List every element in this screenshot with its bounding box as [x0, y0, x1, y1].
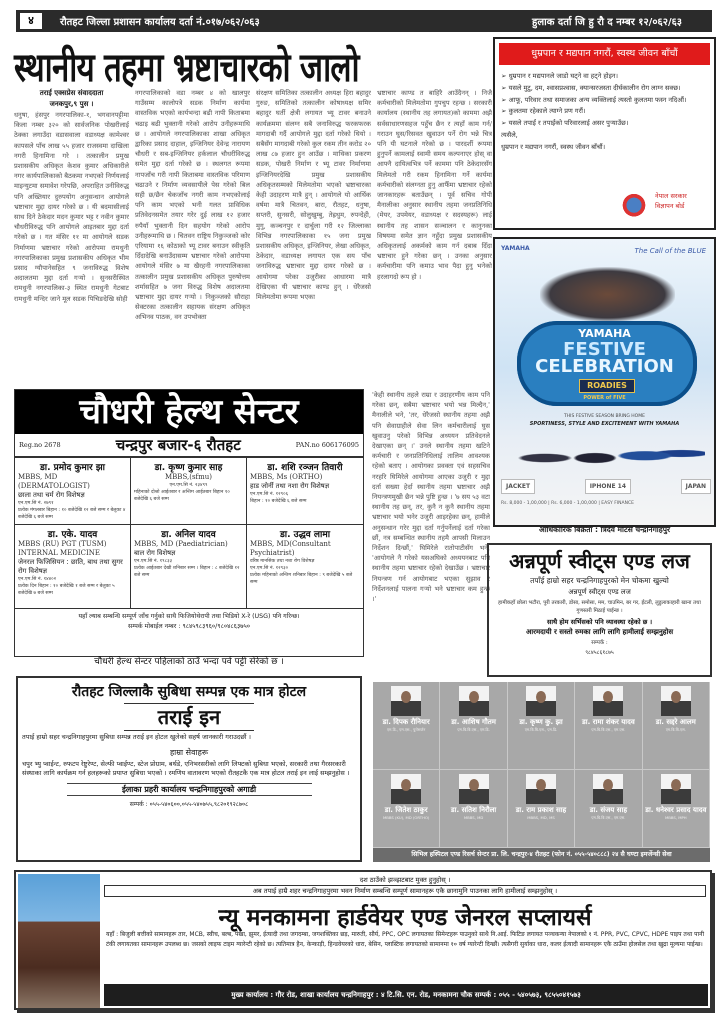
doctor-name: डा. संजय साह [589, 806, 628, 814]
doctor-schedule: प्रत्येक महिनाको अन्तिम शनिबार बिहान : ९ बजेदेखि ५ बजे सम्म [250, 573, 353, 585]
doctor-name: डा. जितेश ठाकुर [384, 806, 428, 814]
power-of-five: POWER of FIVE [583, 395, 626, 401]
doctor-name: डा. सद्दरे आलम [655, 718, 696, 726]
doctor-name: डा. कृष्ण कुमार साह [154, 463, 223, 473]
hotel-ad [16, 676, 362, 862]
byline-source: तराई एक्सप्रेस संवाददाता [39, 89, 104, 97]
doctor-qualification: एम.बि.बि.एस., एम.एस. [591, 815, 626, 820]
reg-number: Reg.no 2678 [19, 441, 61, 449]
psa-point: ➢ यसले तपाईं र तपाईंको परिवारलाई असर पुर्‍याउँछ। [501, 118, 708, 130]
emi-offers: Rs. 8,000 - 1,00,000 | Rs. 6,000 - 1,00,000 | EASY FINANCE [501, 501, 634, 506]
doctor-schedule: बिहान : १० बजेदेखि ६ बजे सम्म [250, 499, 307, 504]
hospital-doctor-card [373, 682, 440, 770]
hospital-doctor-card [440, 682, 507, 770]
doctor-card [247, 458, 363, 525]
doctor-nmc: एन.एम.सि नं. २७९१ [18, 501, 54, 506]
article-headline: स्थानीय तहमा भ्रष्टाचारको जालो [14, 45, 359, 91]
article-text: नगरपालिकाको वडा नम्बर ४ को खालपुर गाउँसम्म कालोपत्रे सडक निर्माण कार्यमा वास्तविक भएको कार्यभन्दा बढी नापी किताबमा चढाइ बढी भुक्तानी गरेको आरोप उनीहरूमाथि छ । आयोगले नगरपालिकाका शाखा अधिकृत द्वारिका प्रसाद दाहाल, इन्जिनियर देवेन्द्र नारायण चौधरी र सब-इन्जिनियर हर्कलाल चौधरीविरुद्ध समेत मुद्दा दर्ता गरेको छ । स्थलगत रूपमा नापजाँच गरी नापी किताबमा वास्तविक परिमाण चढाउने र निर्माण व्यवसायीले पेस गरेको बिल सही छ/छैन चेकजाँच नगरी काम नभएकोलाई पनि काम भएको भनी गलत प्राविधिक प्रतिवेदनसमेत तयार गरेर दुई लाख १२ हजार रुपैयाँ भुक्तानी दिन सहयोग गरेको आरोप उनीहरूमाथि छ । चितवन राष्ट्रिय निकुञ्जको कोर एरियामा १६ कोठाको भ्यू टावर बनाउन स्वीकृति दिँदादेखि बनाउँदासम्म भ्रष्टाचार गरेको आरोपमा आयोगले मंसिर ७ मा खैरहनी नगरपालिकाका तत्कालीन प्रमुख प्रशासकीय अधिकृत पुरुषोत्तम शर्मासहित ७ जना विरुद्ध विशेष अदालतमा भ्रष्टाचार मुद्दा दायर गर्‍यो । निकुञ्जको सौराहा सेक्टरका तत्कालीन सहायक संरक्षण अधिकृत अभिनव पाठक, वन उपभोक्ता [135, 89, 250, 322]
doctor-photo [391, 686, 421, 716]
health-center-info [15, 434, 363, 458]
page-header-bar [16, 10, 712, 32]
services-title: हाम्रा सेवाहरू [169, 747, 209, 757]
yamaha-title: YAMAHA [578, 327, 631, 340]
emi-item: EASY FINANCE [601, 501, 634, 506]
lodge-line: तपाँई हाम्रो सहर चन्द्रनिगाहपुरको मेन चोकमा खुल्यो [530, 576, 669, 585]
festive-title: FESTIVE [563, 339, 646, 360]
hotel-services: चपुर भ्यु प्वाईन्ट, रुफटप रेष्टुरेण्ट, सेल्फी प्वाईण्ट, स्टेज प्रोग्राम, बर्थडे, एनिभरसरीको लागि लिफ्टको सुबिधा भएको, सरकारी तथा गैरसरकारी संस्थाका लागि कार्यक्रम गर्न हलहरूको प्रयाप्त सुबिधा भएको । रमणिय वातावरण भएको रौतहटकै एक मात्र होटल तराई इन लाई सम्झनुहोस । [22, 759, 350, 777]
doctor-qualification: एम.बि.बि.एस. [665, 727, 686, 732]
hardware-ad [14, 870, 712, 1010]
health-center-address: चन्द्रपुर बजार-६ रौतहट [115, 436, 241, 454]
hotel-headline: रौतहट जिल्लाकै सुबिधा सम्पन्न एक मात्र होटल [71, 684, 307, 700]
doctor-photo [526, 686, 556, 716]
doctor-photo [661, 686, 691, 716]
hospital-doctor-card [508, 682, 575, 770]
hospital-doctor-card [575, 682, 642, 770]
doctor-card [247, 525, 363, 609]
org-line: विज्ञापन बोर्ड [655, 202, 685, 210]
psa-smoking-ad [493, 37, 716, 230]
hospital-ad [373, 682, 710, 862]
health-center-name: चौधरी हेल्थ सेन्टर [15, 390, 363, 434]
article-text: धनुषा, हंसपुर नगरपालिका-१, भगवानपट्टीमा किला नम्बर ३२० को सार्वजनिक पोखरीलाई ठेक्का लगाउँदा वडासवाला वडाध्यक्ष कामेश्वर कापसले पाँच लाख ५५ हजार राजस्वमा दाखिला नगरी हिनामिना गरे । तत्कालीन प्रमुख प्रशासकीय अधिकृत केशव कुमार अधिकारीले नगर कार्यपालिकाको बैठकमा नभएको निर्णयलाई माइन्युटमा समावेश गरेपछि, अपराहित उनीविरुद्ध पनि अख्तियार दुरुपयोग अनुसन्धान आयोगले भ्रष्टाचार मुद्दा दायर गरेको छ । यी बदमासीलाई साथ दिने ठेकेदार मदन कुमार भट्ट र नवीन कुमार चौधरीविरुद्ध पनि आयोगले आइतबार मुद्दा दर्ता गरेको छ । गत मंसिर ११ मा आयोगले सडक निर्माणमा भ्रष्टाचार गरेको आरोपमा रामधुनी नगरपालिकाका प्रमुख प्रशासकीय अधिकृत भीम प्रसाद ग्यौपानेसहित ९ जनाविरुद्ध विशेष अदालतमा मुद्दा दर्ता गर्‍यो । सुनसरीस्थित रामधुनी नगरपालिका-३ स्थित रामधुनी गेटबाट रामधुनी मन्दिर जाने मूल सडक पिचिङदेखि सोही [14, 111, 129, 303]
hospital-doctor-card [373, 770, 440, 848]
doctor-qualification: MBBS, MD, MS [527, 815, 555, 820]
doctor-nmc: एन.एम.सि नं. १४४०२ [18, 577, 57, 582]
gift-offers [501, 479, 711, 494]
article-column [377, 88, 492, 383]
lodge-contact: ९८४५८६१८७५ [585, 650, 614, 656]
lodge-name: अन्नपूर्ण स्वीट्स एण्ड लज [509, 549, 690, 573]
emi-item: Rs. 6,000 - 1,00,000 [551, 501, 597, 506]
relocation-notice: चौधरी हेल्थ सेन्टर पहिलाको ठाउँ भन्दा पर्व पट्टी सेरेको छ । [94, 657, 284, 667]
org-line: नेपाल सरकार [655, 192, 687, 200]
lodge-rooms: आरमदायी र सस्तो रुमका लागि लागि हामीलाई सम्झनुहोस [525, 628, 674, 636]
hotel-intro: तपाई हाम्रो सहर चन्द्रनिगाहपुरमा सुबिधा सम्पन्न तराई इन होटल खुलेको सहर्ष जानकारी गराउदछौं । [22, 733, 251, 741]
celebration-title: CELEBRATION [535, 356, 674, 377]
doctor-nmc: एन.एम.सि नं. १२९३० [250, 566, 289, 571]
yamaha-ad [493, 237, 716, 527]
registration-number: रौतहट जिल्ला प्रशासन कार्यालय दर्ता नं.०१७/०६२/०६३ [60, 17, 260, 28]
doctor-degree: MBBS,(sfmu) [164, 473, 213, 481]
doctor-name: डा. आशिष गौतम [451, 718, 496, 726]
doctor-photo [459, 774, 489, 804]
doctor-schedule: प्रत्येक दिन बिहान : १० बजेदेखि १ बजे सम्म र बेलुका ५ बजेदेखि ७ बजे सम्म [18, 584, 115, 596]
byline-place: जनकपुर,९ पुस । [49, 100, 94, 108]
doctor-card [15, 458, 131, 525]
yamaha-logo: YAMAHA [501, 245, 530, 252]
article-body [14, 88, 492, 383]
health-contact: सम्पर्क मोबाईल नम्बर : ९८४५९८३९६०/९८०४८६३७५० [127, 623, 251, 630]
doctor-qualification: एम.बि.बि.एस., एम.एस. [591, 727, 626, 732]
doctor-nmc: एन.एम.सि नं. २३४९९ [169, 483, 208, 488]
hardware-name: न्यू मनकामना हार्डवेयर एण्ड जेनरल सप्लायर्स [218, 905, 592, 931]
lodge-menu: हामीकहाँ छोला भटौरा, पुरी तरकारी, डोसा, समोसा, मम, चाउमिन, बर गर, ईटली, लुडुलाकाहारी खाना तथा गुणस्तरी मिठाई पाईन्छ । [498, 600, 701, 614]
hardware-tagline: दश ठाउँको झञ्झटबाट मुक्त हुनुहोस् । [359, 876, 451, 884]
psa-point: ➢ यसले मुटु, दम, श्वासप्रश्वास, क्यान्सरजस्ता दीर्घकालीन रोग लाग्न सक्छ। [501, 83, 708, 95]
hospital-doctor-card [643, 770, 710, 848]
doctor-degree: MBBS, MD (DERMATOLOGIST) [18, 473, 90, 490]
doctor-name: डा. सतिश निरौला [450, 806, 497, 814]
health-services-note: यहाँ ल्याब सम्बन्धि सम्पूर्ण जाँच गर्नुको साथै फिजियोथेरापी तथा भिडियो X-रे (USG) पनि गरिन्छ। [78, 613, 300, 620]
doctor-qualification: MBBS, MD [463, 815, 484, 820]
yamaha-tagline: The Call of the BLUE [634, 247, 706, 255]
promo-line: SPORTINESS, STYLE AND EXCITEMENT WITH YAMAHA [529, 421, 680, 427]
doctor-name: डा. उद्धव लामा [279, 530, 331, 540]
doctor-nmc: एन.एम.सि नं. १२९०६ [250, 492, 289, 497]
doctor-photo [661, 774, 691, 804]
hotel-name: तराई इन [124, 703, 254, 731]
doctor-name: डा. अनिल यादव [161, 530, 216, 540]
doctor-specialty: बाल रोग विशेषज्ञ [134, 549, 176, 557]
doctor-schedule: प्रत्येक मंगलबार बिहान : १० बजेदेखि १२ बजे सम्म र बेलुका ४ बजेदेखि ६ बजे सम्म [18, 508, 126, 520]
doctor-name: डा. धनेश्वर प्रसाद यादव [645, 806, 707, 814]
doctor-name: डा. एके. यादव [47, 530, 98, 540]
hardware-footer: मुख्य कार्यालय : गौर रोड, शाखा कार्यालय चन्द्रनिगाहपुर : ४ टि.सि. एन. रोड, मनकामना चौक सम्पर्क : ०५५ - ५४०५७३, ९८५५०४१५७३ [104, 984, 708, 1006]
hardware-body: यहाँ : बिजुली बत्तीको सामानहरू तार, MCB, स्वीच, बल्ब, पंखा, झुमर, ईत्यादी तथा जगदम्बा, जगशक्तिका छड़, मारुती, सौर्य, PPC, OPC लगायतका सिमेन्टहरू पाउनुको साथै नि.आई. फिटिङ लगायत पञ्चकन्या नेपालको १ नं. PPR, PVC, CPVC, HDPE पाइप तथा पानी टंकी लगायतका सामानहरू उपलब्ध छ। जसको लाइफ टाइम ग्यारेन्टी रहेको छ। त्यतिमात्र हैन, केन्काड़ी, हिन्डवेयरको धारा, बेसिन, प्लास्टिक लगायतको सामानमा १० वर्ष ग्यारेन्टी दिन्छौं। त्यसैगरी सुर्याका धारा, कलर ईत्यादी सामानहरू एकै ठाउँमा होलसेल तथा खुद्रा मूल्यमा पाईन्छ। [106, 931, 704, 948]
postal-registration: हुलाक दर्ता जि हु रौ द नम्बर १२/०६२/६३ [532, 17, 682, 28]
offer-item: IPHONE 14 [585, 479, 631, 494]
doctor-degree: MBBS, MD (Paediatrician) [134, 540, 228, 548]
doctor-degree: MBBS, MD(Consultant Psychiatrist) [250, 540, 331, 557]
offer-item: JACKET [501, 479, 535, 494]
psa-title: धुम्रपान र मद्यपान नगरौं, स्वस्थ जीवन बाँचौं [499, 43, 710, 65]
hardware-tagline-2: अब तपाई हाम्रै शहर चन्द्रनिगाहपुरमा भवन निर्माण सम्बन्धि सम्पूर्ण सामानहरू एकै छानामुनि पाउनका लागि हामीलाई सम्झनुहोस् । [104, 885, 706, 897]
emi-item: Rs. 8,000 - 1,00,000 [501, 501, 547, 506]
hotel-address: ईलाका प्रहरी कार्यालय चन्द्रनिगाहपुरको अगाडी [67, 783, 312, 796]
doctor-photo [593, 774, 623, 804]
doctor-photo [391, 774, 421, 804]
psa-closing: त्यसैले, [501, 130, 518, 139]
doctor-qualification: एम.बि.बि.एस., एम.डि. [524, 727, 558, 732]
doctor-name: डा. राम प्रकाश साह [515, 806, 567, 814]
promo-line: THIS FESTIVE SEASON BRING HOME [564, 414, 645, 419]
doctor-name: डा. प्रमोद कुमार झा [39, 463, 106, 473]
temple-photo [18, 874, 100, 1008]
hospital-doctor-card [508, 770, 575, 848]
celebrities-image [540, 267, 675, 322]
lodge-home-service: साथै होम सर्भिसको पनि व्यावस्था रहेको छ । [546, 618, 653, 626]
hotel-contact: सम्पर्क : ०५५-५४०६००,०५५-५४०७५५,९८२०१९२८७०८ [129, 800, 249, 808]
doctor-name: डा. रामा शंकर यादव [582, 718, 635, 726]
doctor-photo [459, 686, 489, 716]
lodge-line: अन्नपूर्ण स्वीट्स एण्ड लज [568, 588, 631, 596]
psa-points [495, 65, 714, 130]
lodge-ad [487, 543, 712, 677]
doctor-grid [15, 458, 363, 609]
article-text: संरक्षण समितिका तत्कालीन अध्यक्ष हिरा बहादुर गुरुङ, समितिको तत्कालीन कोषाध्यक्ष समिर बहादुर घर्ती क्षेत्री लगायत भ्यू टावर बनाउने कार्यक्रममा संलग्न सबै जनाविरुद्ध फरकफरक मागदाबी गर्दै आयोगले मुद्दा दर्ता गरेको थियो । सबैसँग मागदाबी गरेको कुल रकम तीन करोड २० लाख ८७ हजार हुन आउँछ । माथिका प्रकरण सडक, पोखरी निर्माण र भ्यू टावर निर्माणमा इन्जिनियरदेखि प्रमुख प्रशासकीय अधिकृतसम्मको मिलेमतोमा भएको भ्रष्टाचारका केही उदाहरण मात्रै हुन् । आयोगले यो आर्थिक वर्षमा मात्रै चितवन, बारा, रौतहट, धनुषा, सप्तरी, सुनसरी, सोलुखुम्बु, तेह्रथुम, रुपन्देही, मुगु, कञ्चनपुर र दार्चुला गरी १२ जिल्लाका विभिन्न नगरपालिकाका १५ जना प्रमुख प्रशासकीय अधिकृत, इन्जिनियर, लेखा अधिकृत, ठेकेदार, वडाध्यक्ष लगायत एक सय पाँच जनाविरुद्ध भ्रष्टाचार मुद्दा दायर गरेको छ । आयोगमा परेका उजुरीका आधारमा मात्रै देखिएका यी भ्रष्टाचार काण्ड हुन् । धेरैजसो मिलेमतोमा रूपमा भएका [256, 89, 371, 302]
doctor-qualification: MBBS (KU), MD (ORTHO) [382, 815, 430, 820]
doctor-card [131, 458, 247, 525]
psa-organization [655, 191, 687, 211]
health-center-ad [14, 389, 364, 657]
hospital-doctor-grid [373, 682, 710, 848]
doctor-degree: MBBS (RU) PGT (TUSM) INTERNAL MEDICINE [18, 540, 107, 557]
lodge-contact-label: सम्पर्क : [591, 640, 608, 646]
article-column [14, 88, 129, 383]
doctor-nmc: एन.एम.सि नं. १९८३३ [134, 559, 173, 564]
doctor-card [15, 525, 131, 609]
doctor-photo [526, 774, 556, 804]
hospital-footer: सिभिल हस्पिटल एण्ड रिसर्च सेन्टर प्रा. लि. चन्द्रपुर-४ रौतहट (फोन नं. ०५५-५४०८८८) २४ सै घण्टा इमर्जेन्सी सेवा [373, 848, 710, 862]
doctor-qualification: MBBS, MPH [664, 815, 687, 820]
doctor-qualification: एम.बि.बि.एस., एम.डि. [457, 727, 490, 732]
psa-point: ➢ कुलतमा रहेकाले त्याग्ने प्रण गरौं। [501, 106, 708, 118]
psa-point: ➢ धुम्रपान र मद्यपानले जाडो घट्ने वा हट्ने होइन। [501, 71, 708, 83]
doctor-schedule: प्रत्येक आईतबार देखी शनिबार सम्म । बिहान : ८ बजेदेखि १२ बजे सम्म [134, 566, 240, 578]
psa-closing-slogan: धुम्रपान र मद्यपान नगरौं, स्वस्थ जीवन बाँचौं। [501, 142, 606, 151]
page-number: ४ [20, 13, 42, 29]
article-column [135, 88, 250, 383]
article-text: भ्रष्टाचार काण्ड त बाहिरै आउँदैनन् । निजै कर्मचारीको मिलेमतोमा गुपचुप रहन्छ । सरकारी कार्यालय (स्थानीय तह लगायत)को काममा अझै सर्वसाधारणसहज पहुँच छैन र त्यहाँ काम गर्न/गराउन घुस/रिसवत खुवाउन पर्ने रोग भन्ने चित्र पनि यी घटनाले गरेको छ । पारदर्शी रूपमा हुनुपर्ने कामलाई स्वामी समय कल्पनाएर होस् वा आफ्नै दायित्वभित्र पर्ने काममा पनि ठेकेदारसँग मिलेमतो गरी रकम हिनामिना गर्ने कार्यमा कर्मचारीको संलग्नता हुनु आफैँमा भ्रष्टाचार रहेको जानकारहरू बताउँछन् । पूर्व सचिव गोपी मैनालीका अनुसार स्थानीय तहमा जनप्रतिनिधि (मेयर, उपमेयर, वडाध्यक्ष र सदस्यहरू) लाई स्थानीय तह शासन सञ्चालन र कानुनका विषयमा समेत ज्ञान नहुँदा प्रमुख प्रशासकीय अधिकृतलाई अकर्मको काम गर्न दबाब दिँदा भ्रष्टाचार हुने गरेका छन् । उनका अनुसार कर्मचारीमा पनि कमाउ भाव पैदा हुनु भनेको हरलागदो रूप हो । [377, 89, 492, 281]
offer-item: JAPAN [681, 479, 711, 494]
hospital-doctor-card [575, 770, 642, 848]
doctor-name: डा. दिपक रौनियार [382, 718, 430, 726]
motorbikes-image [505, 431, 705, 476]
doctor-specialty: जेनरल फिजिसियन : छाति, बाथ तथा सुगर रोग विशेषज्ञ [18, 558, 123, 575]
doctor-card [131, 525, 247, 609]
article-continuation: 'केही स्थानीय तहले राम्रा र उदाहरणीय काम पनि गरेका छन्, सबैमा भ्रष्टाचार भयो भन्न मिल्दैन,' मैनालीले भने, 'तर, धेरैजसो स्थानीय तहमा अझै पनि सेवाग्राहीले सेवा लिन कर्मचारीलाई घुस खुवाउनु परेको विभिन्न अध्ययन प्रतिवेदनले देखाएका छन् ।' उनले स्थानीय तहमा खटिने कर्मचारी र जनप्रतिनिधिलाई तालिम आवश्यक रहेको बताए । आयोगका प्रवक्ता एवं सहसचिव नरहरि घिमिरेले आयोगमा आएका उजुरी र मुद्दा दर्ता सख्या हेर्दा स्थानीय तहमा भ्रष्टाचार अझै नियन्त्रणमुखी छैन भन्ने पुष्टि हुन्छ । '७ सय ५३ वटा स्थानीय तह छन्, तर, कुनै न कुनै स्थानीय तहमा भ्रष्टाचार भयो भनेर उजुरी आइरहेका छन्, हामीले अनुसन्धान गरेर मुद्दा दर्ता गर्नुपर्नेलाई दर्ता गरेका छौं, नत्र सम्बन्धित स्थानीय तहमै आपसी मिलाउन निर्देशन दिन्छौं,' घिमिरेले रातोपाटीसँग भने, 'आयोगले नै गरेको यसअघिको अध्ययनबाट पनि स्थानीय तहमा भ्रष्टाचार रहेको देखाउँछ । भ्रष्टाचार नियन्त्रण गर्न आयोगबाट भएका सुझाव र निर्देशनलाई पालना गर्‍यो भने भ्रष्टाचार कम हुन्छ ।' [372, 391, 490, 604]
article-column [256, 88, 371, 383]
doctor-qualification: एम.डि., एम.एस., युरोसर्जन [387, 727, 426, 732]
hospital-doctor-card [643, 682, 710, 770]
nepal-emblem-icon [619, 189, 649, 225]
doctor-specialty: छाला तथा चर्म रोग विशेषज्ञ [18, 491, 85, 499]
doctor-name: डा. कृष्ण कु. झा [519, 718, 563, 726]
doctor-name: डा. शशि रञ्जन तिवारी [267, 463, 343, 473]
doctor-specialty: हाड जोर्नी तथा नशा रोग विशेषज्ञ [250, 482, 330, 490]
psa-point: ➢ आफू, परिवार तथा समाजका अन्य व्यक्तिलाई त्यस्तो कुलतमा फस्न नदिऔं। [501, 95, 708, 107]
doctor-specialty: वरिष्ठ मानसिक तथा नशा रोग विशेषज्ञ [250, 559, 315, 564]
doctor-schedule: महिनाको दोश्रो आईतबार र अन्तिम आईतबार बिहान १० बजेदेखि ६ बजे सम्म [134, 490, 230, 502]
pan-number: PAN.no 606176095 [295, 441, 359, 449]
hospital-doctor-card [440, 770, 507, 848]
yamaha-dealer: आधिकारिक बिक्रेता : त्रिदेव मोटर्स चन्द्रनिगाहपुर [538, 525, 671, 534]
doctor-degree: MBBS, Ms (ORTHO) [250, 473, 323, 481]
roadies-badge: ROADIES [579, 379, 635, 393]
doctor-photo [593, 686, 623, 716]
